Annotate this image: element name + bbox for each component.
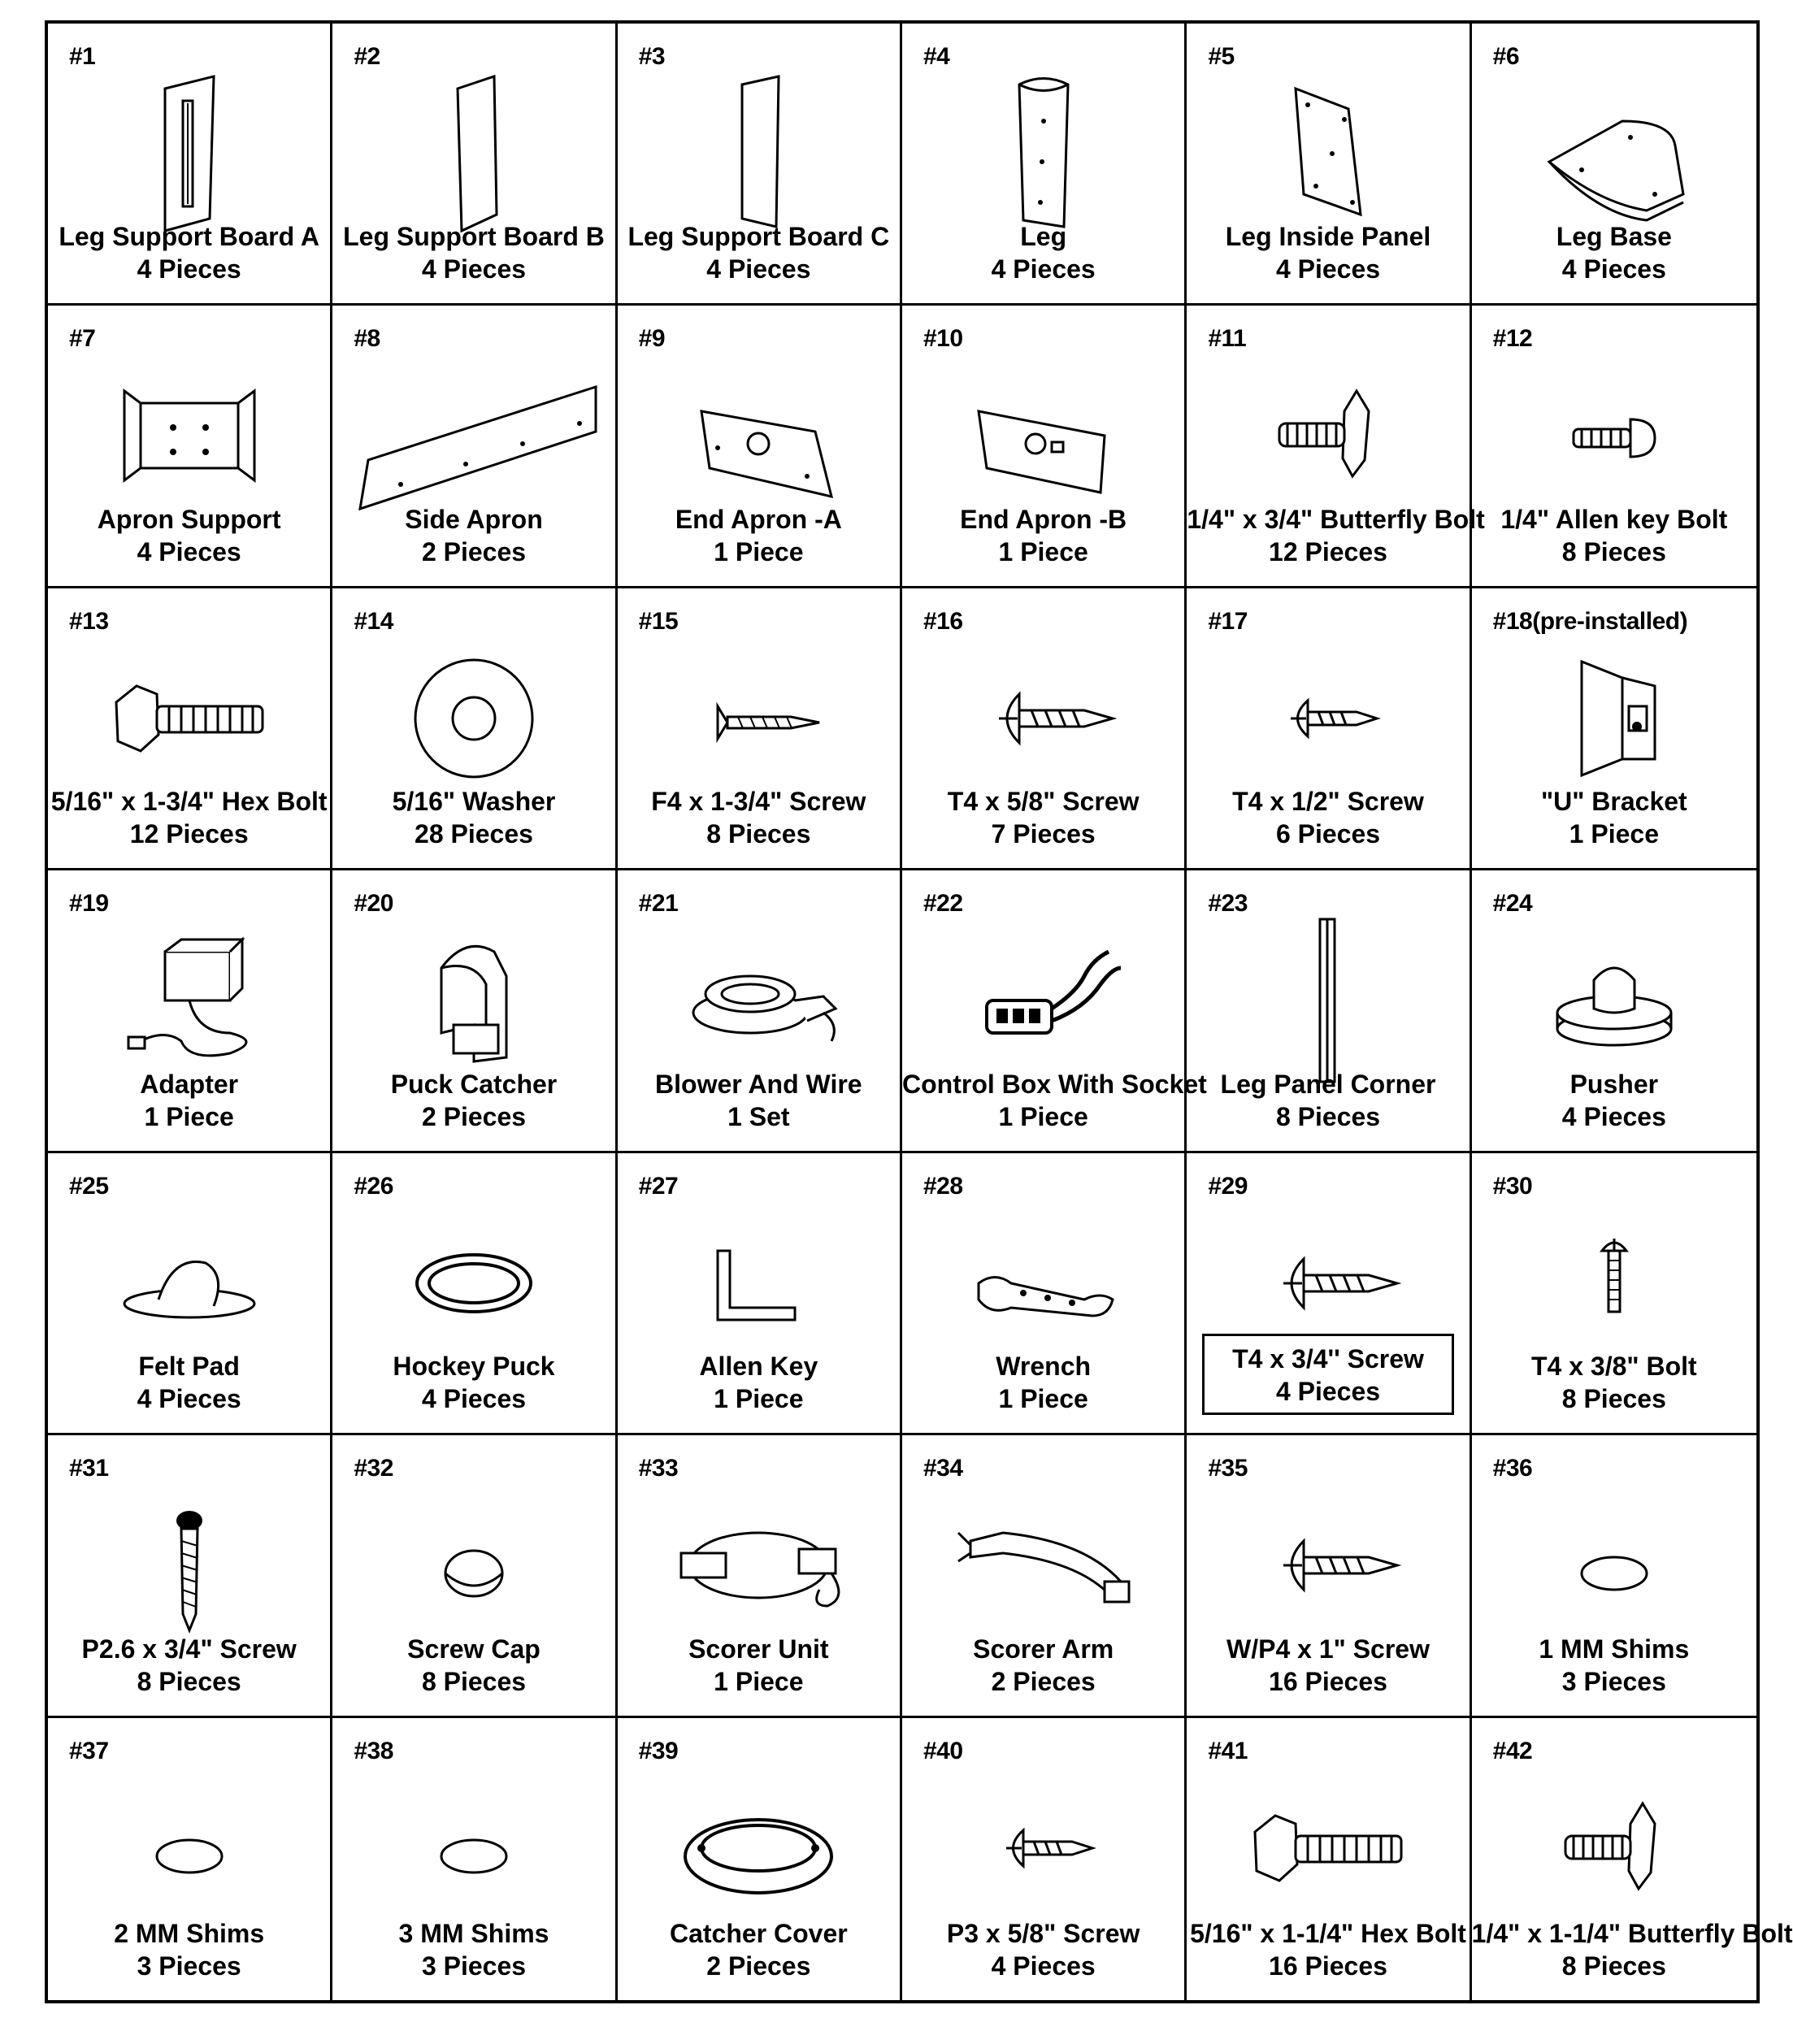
part-name: Wrench [996, 1352, 1092, 1382]
part-label [1187, 1917, 1469, 1982]
part-name: Control Box With Socket [902, 1069, 1207, 1099]
hockey-puck-icon [332, 1198, 614, 1369]
part-quantity: 6 Pieces [1275, 819, 1381, 849]
washer-icon [332, 633, 614, 804]
part-cell [618, 1718, 902, 2000]
allen-bolt-icon [1472, 350, 1756, 521]
part-quantity: 8 Pieces [137, 1666, 241, 1696]
felt-pad-icon [48, 1198, 330, 1369]
part-quantity: 4 Pieces [137, 254, 241, 284]
part-name: 3 MM Shims [398, 1918, 549, 1948]
part-number: #39 [638, 1737, 679, 1764]
leg-base-icon [1472, 68, 1756, 239]
part-name: Side Apron [405, 504, 543, 534]
part-name: P3 x 5/8" Screw [946, 1918, 1140, 1948]
part-label [1472, 1350, 1756, 1415]
part-label [48, 1350, 330, 1415]
part-cell [332, 24, 617, 306]
pan-screw-vertical-icon [48, 1480, 330, 1651]
part-label [48, 1917, 330, 1982]
part-quantity: 4 Pieces [1561, 254, 1666, 284]
part-cell [48, 870, 332, 1152]
part-name: Hockey Puck [393, 1352, 555, 1382]
part-name: 5/16" x 1-3/4" Hex Bolt [50, 787, 328, 817]
part-number: #13 [69, 607, 109, 635]
part-number: #36 [1492, 1455, 1533, 1482]
part-number: #37 [69, 1737, 109, 1764]
part-quantity: 2 Pieces [991, 1666, 1096, 1696]
apron-support-icon [48, 350, 330, 521]
part-name: Leg Panel Corner [1220, 1069, 1436, 1099]
part-cell [1472, 1153, 1756, 1435]
part-number: #27 [638, 1172, 679, 1200]
part-cell [48, 1435, 332, 1717]
part-cell [1187, 588, 1471, 870]
part-number: #40 [923, 1737, 963, 1764]
part-number: #16 [923, 607, 963, 635]
truss-screw-icon [902, 633, 1184, 804]
part-name: End Apron -B [960, 504, 1127, 534]
part-label [1187, 785, 1469, 850]
part-quantity: 1 Piece [714, 1384, 804, 1414]
part-quantity: 7 Pieces [991, 819, 1096, 849]
part-number: #11 [1208, 325, 1247, 353]
part-label [332, 1350, 614, 1415]
part-label [1472, 1068, 1756, 1133]
part-name: W/P4 x 1" Screw [1226, 1634, 1430, 1664]
part-quantity: 1 Piece [998, 536, 1088, 566]
part-cell [1187, 306, 1485, 588]
part-label [902, 1068, 1207, 1133]
part-quantity: 8 Pieces [706, 819, 811, 849]
part-number: #14 [354, 607, 393, 635]
part-number: #32 [354, 1455, 393, 1482]
part-number: #3 [638, 43, 666, 70]
leg-icon [902, 68, 1184, 239]
part-name: T4 x 5/8" Screw [947, 787, 1140, 817]
part-quantity: 16 Pieces [1269, 1951, 1387, 1981]
part-quantity: 3 Pieces [421, 1951, 527, 1981]
part-quantity: 1 Piece [998, 1384, 1088, 1414]
part-quantity: 2 Pieces [421, 536, 527, 566]
part-number: #10 [923, 325, 963, 353]
part-name: Leg Inside Panel [1225, 222, 1431, 252]
part-cell [902, 1718, 1187, 2000]
part-quantity: 8 Pieces [1561, 536, 1666, 566]
part-quantity: 3 Pieces [1561, 1666, 1666, 1696]
part-cell [1472, 24, 1756, 306]
part-label [48, 785, 330, 850]
part-cell [902, 588, 1187, 870]
part-cell [332, 306, 617, 588]
part-label [1472, 220, 1756, 285]
part-cell [48, 24, 332, 306]
part-name: "U" Bracket [1540, 787, 1687, 817]
part-name: T4 x 3/8" Bolt [1530, 1352, 1697, 1382]
part-quantity: 1 Piece [1569, 819, 1659, 849]
scorer-unit-icon [618, 1480, 900, 1651]
part-label [1187, 1334, 1469, 1415]
part-name: Leg Support Board A [59, 222, 319, 252]
part-name: 2 MM Shims [114, 1918, 265, 1948]
part-name: Leg Base [1556, 222, 1672, 252]
pusher-icon [1472, 915, 1756, 1086]
corner-strip-icon [1187, 915, 1469, 1086]
part-number: #24 [1492, 890, 1533, 918]
adapter-icon [48, 915, 330, 1086]
part-number: #12 [1492, 325, 1533, 353]
part-label [902, 220, 1184, 285]
part-name: Scorer Unit [688, 1634, 829, 1664]
part-cell [1471, 1718, 1793, 2000]
part-cell [618, 1153, 902, 1435]
part-name: 1/4" Allen key Bolt [1500, 504, 1728, 534]
part-cell [618, 24, 902, 306]
part-label [1472, 785, 1756, 850]
part-quantity: 4 Pieces [991, 254, 1096, 284]
board-tapered-icon [332, 68, 614, 239]
part-quantity: 4 Pieces [706, 254, 811, 284]
part-name: Leg Support Board C [627, 222, 890, 252]
part-quantity: 8 Pieces [1275, 1101, 1381, 1131]
part-label [618, 503, 900, 568]
part-name: Pusher [1569, 1069, 1659, 1099]
part-name: Puck Catcher [390, 1069, 558, 1099]
blower-icon [618, 915, 900, 1086]
part-label [332, 220, 614, 285]
allen-key-icon [618, 1198, 900, 1369]
parts-list-grid [45, 20, 1793, 2003]
part-number: #33 [638, 1455, 679, 1482]
part-quantity: 12 Pieces [1269, 536, 1387, 566]
butterfly-bolt-icon [1472, 1763, 1756, 1933]
part-label [902, 1633, 1184, 1698]
shim-icon [332, 1763, 614, 1933]
part-cell [1472, 588, 1756, 870]
panel-icon [1187, 68, 1469, 239]
part-label [48, 220, 330, 285]
part-number: #2 [354, 43, 380, 70]
side-apron-icon [332, 350, 614, 521]
part-number: #9 [638, 325, 666, 353]
part-number: #38 [354, 1737, 393, 1764]
part-label [902, 785, 1184, 850]
part-label [332, 1917, 614, 1982]
part-label [902, 503, 1184, 568]
part-quantity: 8 Pieces [421, 1666, 527, 1696]
part-label [902, 1917, 1184, 1982]
part-cell [1472, 306, 1756, 588]
part-name: F4 x 1-3/4" Screw [651, 787, 866, 817]
part-cell [48, 1718, 332, 2000]
part-number: #6 [1492, 43, 1520, 70]
part-cell [1187, 1435, 1471, 1717]
part-name: T4 x 1/2" Screw [1232, 787, 1424, 817]
part-number: #1 [69, 43, 96, 70]
part-number: #26 [354, 1172, 393, 1200]
part-label [1472, 503, 1756, 568]
part-number: #20 [354, 890, 393, 918]
part-cell [332, 1435, 617, 1717]
hex-bolt-icon [48, 633, 330, 804]
part-name: P2.6 x 3/4" Screw [81, 1634, 297, 1664]
shim-icon [1472, 1480, 1756, 1651]
part-name: 5/16" Washer [392, 787, 556, 817]
part-cell [902, 306, 1187, 588]
part-quantity: 1 Piece [998, 1101, 1088, 1131]
part-quantity: 4 Pieces [1275, 254, 1381, 284]
part-label [618, 1068, 900, 1133]
scorer-arm-icon [902, 1480, 1184, 1651]
catcher-cover-icon [618, 1763, 900, 1933]
wrench-icon [902, 1198, 1184, 1369]
part-name: Leg [1020, 222, 1067, 252]
part-cell [1472, 1435, 1756, 1717]
part-number: #7 [69, 325, 96, 353]
part-quantity: 28 Pieces [415, 819, 533, 849]
part-quantity: 1 Piece [714, 1666, 804, 1696]
part-cell [902, 1435, 1187, 1717]
part-number: #31 [69, 1455, 109, 1482]
hex-bolt-icon [1187, 1763, 1469, 1933]
part-quantity: 4 Pieces [137, 536, 241, 566]
part-number: #17 [1208, 607, 1248, 635]
part-number: #8 [354, 325, 380, 353]
part-label [618, 220, 900, 285]
part-quantity: 4 Pieces [421, 1384, 527, 1414]
part-name: Screw Cap [407, 1634, 541, 1664]
part-name: 5/16" x 1-1/4" Hex Bolt [1190, 1918, 1466, 1948]
bolt-vertical-icon [1472, 1198, 1756, 1369]
part-name: 1/4" x 1-1/4" Butterfly Bolt [1471, 1918, 1793, 1948]
part-quantity: 3 Pieces [137, 1951, 241, 1981]
part-label [332, 1633, 614, 1698]
butterfly-bolt-icon [1187, 350, 1469, 521]
part-number: #23 [1208, 890, 1248, 918]
part-quantity: 8 Pieces [1561, 1384, 1666, 1414]
board-slotted-icon [48, 68, 330, 239]
part-label [1187, 1633, 1469, 1698]
part-cell [1187, 24, 1471, 306]
part-cell [48, 588, 332, 870]
part-cell [902, 870, 1207, 1152]
part-name: Blower And Wire [655, 1069, 862, 1099]
part-cell [332, 870, 617, 1152]
part-label [618, 1350, 900, 1415]
part-name: End Apron -A [675, 504, 842, 534]
part-cell [618, 870, 902, 1152]
part-cell [1187, 870, 1471, 1152]
part-number: #22 [923, 890, 963, 918]
part-cell [618, 306, 902, 588]
part-name: Felt Pad [138, 1352, 240, 1382]
part-quantity: 8 Pieces [1561, 1951, 1666, 1981]
part-cell [1187, 1718, 1471, 2000]
board-plain-icon [618, 68, 900, 239]
part-name: Leg Support Board B [343, 222, 605, 252]
part-number: #19 [69, 890, 109, 918]
part-label [1472, 1633, 1756, 1698]
part-label [1187, 1068, 1469, 1133]
part-label [332, 1068, 614, 1133]
part-quantity: 4 Pieces [1561, 1101, 1666, 1131]
part-name: 1 MM Shims [1539, 1634, 1690, 1664]
part-label [902, 1350, 1184, 1415]
part-label [332, 503, 614, 568]
shim-icon [48, 1763, 330, 1933]
part-number: #42 [1492, 1737, 1533, 1764]
part-name: 1/4" x 3/4" Butterfly Bolt [1187, 504, 1485, 534]
part-number: #35 [1208, 1455, 1248, 1482]
part-label [618, 1633, 900, 1698]
part-number: #15 [638, 607, 679, 635]
part-cell [902, 1153, 1187, 1435]
control-box-icon [902, 915, 1184, 1086]
part-number: #25 [69, 1172, 109, 1200]
screw-cap-icon [332, 1480, 614, 1651]
part-name: Allen Key [699, 1352, 818, 1382]
truss-screw-icon [1187, 1480, 1469, 1651]
part-label [1187, 220, 1469, 285]
part-cell [332, 588, 617, 870]
part-cell [902, 24, 1187, 306]
part-name: Scorer Arm [973, 1634, 1114, 1664]
truss-screw-small-icon [1187, 633, 1469, 804]
part-cell [618, 1435, 902, 1717]
part-quantity: 4 Pieces [991, 1951, 1096, 1981]
part-quantity: 4 Pieces [421, 254, 527, 284]
part-label [1187, 503, 1485, 568]
part-cell [332, 1718, 617, 2000]
part-number: #21 [638, 890, 679, 918]
part-quantity: 16 Pieces [1269, 1666, 1387, 1696]
part-label [332, 785, 614, 850]
flat-screw-icon [618, 633, 900, 804]
part-quantity: 1 Set [727, 1101, 790, 1131]
part-label [48, 503, 330, 568]
part-cell [1187, 1153, 1471, 1435]
part-cell [332, 1153, 617, 1435]
part-label [618, 785, 900, 850]
part-number: #18(pre-installed) [1492, 607, 1688, 635]
puck-catcher-icon [332, 915, 614, 1086]
part-name: T4 x 3/4'' Screw [1232, 1344, 1424, 1374]
part-quantity: 12 Pieces [129, 819, 249, 849]
part-label [48, 1633, 330, 1698]
part-cell [48, 306, 332, 588]
part-number: #29 [1208, 1172, 1248, 1200]
part-quantity: 4 Pieces [1275, 1377, 1381, 1407]
part-quantity: 2 Pieces [421, 1101, 527, 1131]
part-cell [48, 1153, 332, 1435]
part-quantity: 1 Piece [714, 536, 804, 566]
part-number: #34 [923, 1455, 963, 1482]
part-number: #41 [1208, 1737, 1248, 1764]
part-name: Catcher Cover [669, 1918, 848, 1948]
part-number: #28 [923, 1172, 963, 1200]
end-apron-a-icon [618, 350, 900, 521]
part-label [48, 1068, 330, 1133]
part-number: #4 [923, 43, 950, 70]
part-label [1471, 1917, 1793, 1982]
end-apron-b-icon [902, 350, 1184, 521]
part-number: #5 [1208, 43, 1235, 70]
part-name: Adapter [140, 1069, 239, 1099]
part-cell [618, 588, 902, 870]
part-quantity: 1 Piece [144, 1101, 234, 1131]
part-name: Apron Support [97, 504, 281, 534]
part-quantity: 4 Pieces [137, 1384, 241, 1414]
part-cell [1472, 870, 1756, 1152]
part-label [618, 1917, 900, 1982]
truss-screw-small-icon [902, 1763, 1184, 1933]
u-bracket-icon [1472, 633, 1756, 804]
part-quantity: 2 Pieces [706, 1951, 811, 1981]
part-number: #30 [1492, 1172, 1533, 1200]
